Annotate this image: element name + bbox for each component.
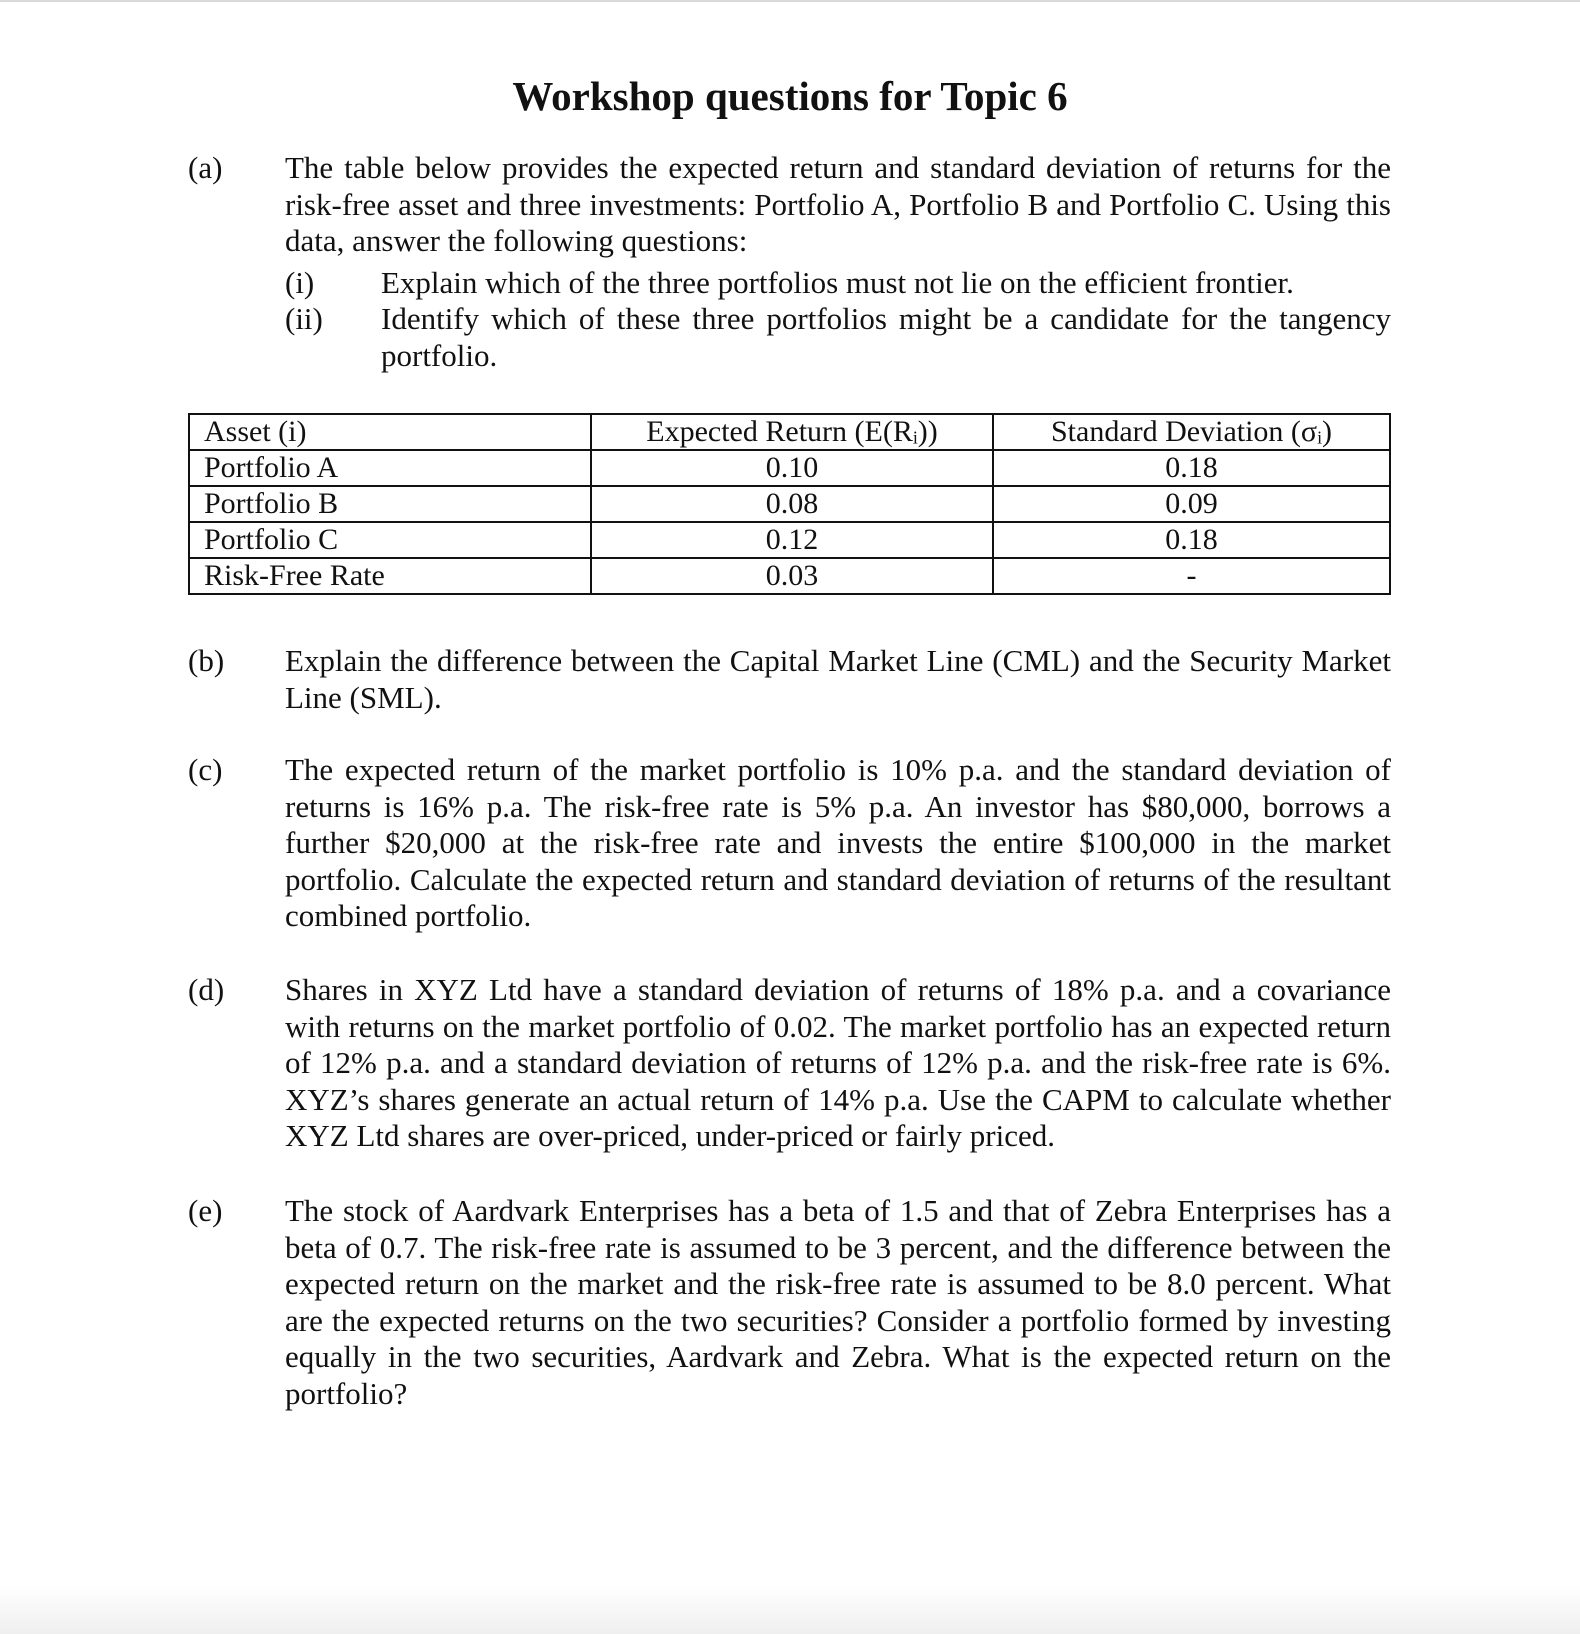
header-expected-return: Expected Return (E(Rᵢ)) xyxy=(591,414,993,450)
question-c-label: (c) xyxy=(188,752,223,787)
question-a-i-label: (i) xyxy=(285,265,315,300)
question-b-text: Explain the difference between the Capital Market Line (CML) and the Security Market Line (SML). xyxy=(285,643,1391,715)
question-c-text: The expected return of the market portfolio is 10% p.a. and the standard deviation of returns is 16% p.a. The risk-free rate is 5% p.a. An investor has $80,000, borrows a further $20,000 at the risk-free rate and invests the entire $100,000 in the market portfolio. Calculate the expected return and standard deviation of returns of the resultant combined portfolio. xyxy=(285,752,1391,933)
question-a-ii-label: (ii) xyxy=(285,301,323,336)
standard-deviation-cell: 0.18 xyxy=(993,450,1390,486)
question-d-text: Shares in XYZ Ltd have a standard deviation of returns of 18% p.a. and a covariance with returns on the market portfolio of 0.02. The market portfolio has an expected return of 12% p.a. and a standard deviation of returns of 12% p.a. and the risk-free rate is 6%. XYZ’s shares generate an actual return of 14% p.a. Use the CAPM to calculate whether XYZ Ltd shares are over-priced, under-priced or fairly priced. xyxy=(285,972,1391,1153)
question-a-text: The table below provides the expected return and standard deviation of returns for the risk-free asset and three investments: Portfolio A, Portfolio B and Portfolio C. Using this data, answer the following questions: xyxy=(285,150,1391,258)
question-d-label: (d) xyxy=(188,972,225,1007)
question-a-label: (a) xyxy=(188,150,223,185)
asset-cell: Risk-Free Rate xyxy=(189,558,591,594)
question-e-text: The stock of Aardvark Enterprises has a beta of 1.5 and that of Zebra Enterprises has a beta of 0.7. The risk-free rate is assumed to be 3 percent, and the difference between the expected return on the market and the risk-free rate is assumed to be 8.0 percent. What are the expected returns on the two securities? Consider a portfolio formed by investing equally in the two securities, Aardvark and Zebra. What is the expected return on the portfolio? xyxy=(285,1193,1391,1411)
question-a-i-text: Explain which of the three portfolios must not lie on the efficient frontier. xyxy=(381,265,1294,300)
table-row xyxy=(189,486,1390,522)
table-row xyxy=(189,522,1390,558)
table-header-row xyxy=(189,414,1390,450)
asset-cell: Portfolio A xyxy=(189,450,591,486)
expected-return-cell: 0.08 xyxy=(591,486,993,522)
page-bottom-edge xyxy=(0,1586,1580,1634)
standard-deviation-cell: 0.18 xyxy=(993,522,1390,558)
asset-cell: Portfolio B xyxy=(189,486,591,522)
question-b-label: (b) xyxy=(188,643,225,678)
expected-return-cell: 0.10 xyxy=(591,450,993,486)
expected-return-cell: 0.03 xyxy=(591,558,993,594)
header-standard-deviation: Standard Deviation (σᵢ) xyxy=(993,414,1390,450)
expected-return-cell: 0.12 xyxy=(591,522,993,558)
standard-deviation-cell: 0.09 xyxy=(993,486,1390,522)
question-a-ii-text: Identify which of these three portfolios might be a candidate for the tangency portfolio. xyxy=(381,301,1391,373)
table-row xyxy=(189,558,1390,594)
portfolio-data-table xyxy=(188,413,1391,595)
table-row xyxy=(189,450,1390,486)
question-e-label: (e) xyxy=(188,1193,223,1228)
page-top-edge xyxy=(0,0,1580,2)
standard-deviation-cell: - xyxy=(993,558,1390,594)
header-asset: Asset (i) xyxy=(189,414,591,450)
page-title: Workshop questions for Topic 6 xyxy=(512,73,1068,119)
asset-cell: Portfolio C xyxy=(189,522,591,558)
